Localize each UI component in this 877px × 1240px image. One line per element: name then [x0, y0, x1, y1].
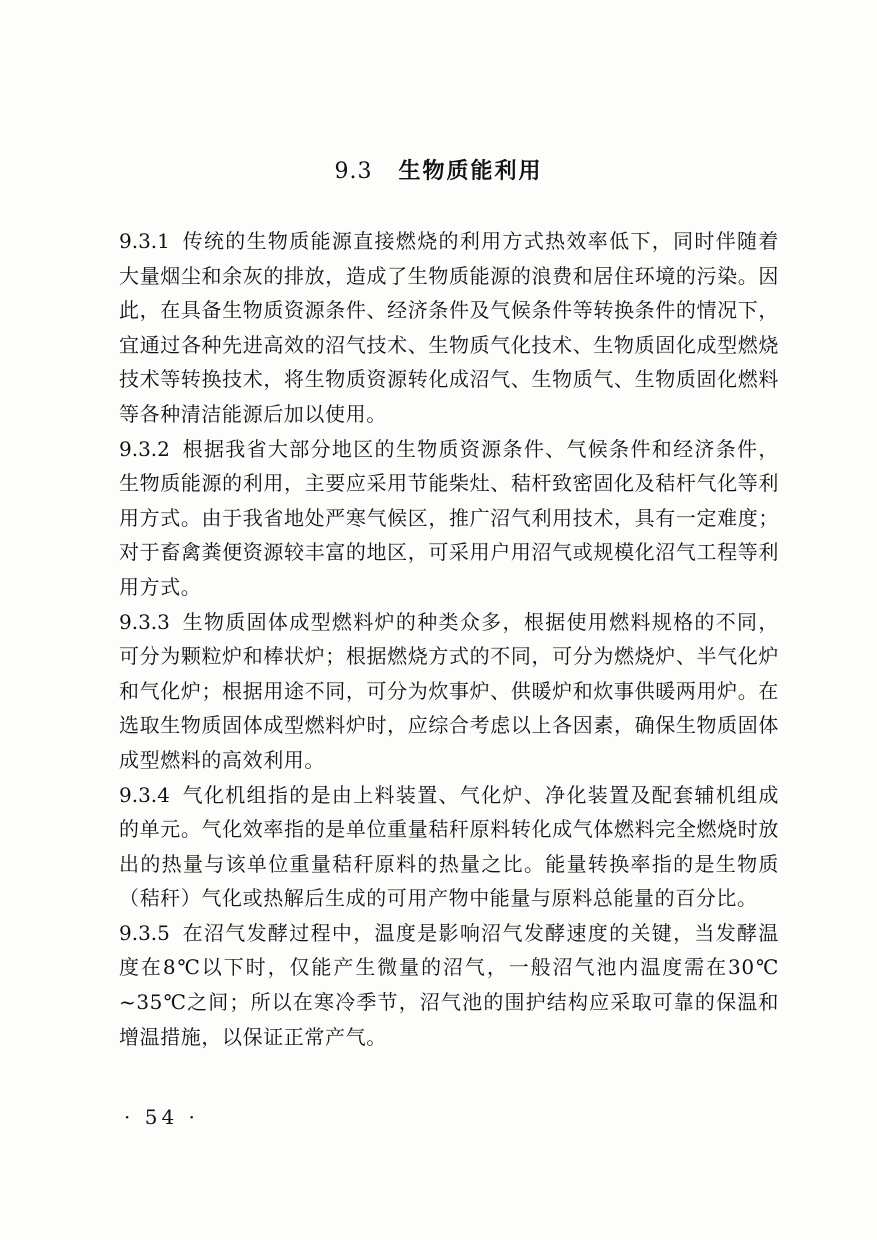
clause-9-3-1	[119, 224, 779, 432]
clause-text: 生物质固体成型燃料炉的种类众多，根据使用燃料规格的不同，可分为颗粒炉和棒状炉；根据燃烧方式的不同，可分为燃烧炉、半气化炉和气化炉；根据用途不同，可分为炊事炉、供暖炉和炊事供暖两用炉。在选取生物质固体成型燃料炉时，应综合考虑以上各因素，确保生物质固体成型燃料的高效利用。	[119, 609, 779, 772]
clause-number: 9.3.3	[119, 609, 170, 634]
section-heading	[0, 154, 877, 190]
clause-9-3-5	[119, 916, 779, 1054]
clause-text: 在沼气发酵过程中，温度是影响沼气发酵速度的关键，当发酵温度在8℃以下时，仅能产生微量的沼气，一般沼气池内温度需在30℃ ~35℃之间；所以在寒冷季节，沼气池的围护结构应采取可靠的保温和增温措施，以保证正常产气。	[119, 920, 779, 1049]
clause-number: 9.3.5	[119, 920, 170, 945]
section-number: 9.3	[334, 159, 373, 184]
clause-text: 气化机组指的是由上料装置、气化炉、净化装置及配套辅机组成的单元。气化效率指的是单位重量秸秆原料转化成气体燃料完全燃烧时放出的热量与该单位重量秸秆原料的热量之比。能量转换率指的是生物质（秸秆）气化或热解后生成的可用产物中能量与原料总能量的百分比。	[119, 782, 779, 911]
page-number: · 54 ·	[124, 1105, 199, 1129]
clause-text: 根据我省大部分地区的生物质资源条件、气候条件和经济条件，生物质能源的利用，主要应采用节能柴灶、秸杆致密固化及秸杆气化等利用方式。由于我省地处严寒气候区，推广沼气利用技术，具有一定难度；对于畜禽粪便资源较丰富的地区，可采用户用沼气或规模化沼气工程等利用方式。	[119, 436, 779, 599]
clause-9-3-4	[119, 778, 779, 916]
clause-9-3-3	[119, 605, 779, 778]
section-title: 生物质能利用	[398, 159, 543, 184]
section-body	[119, 224, 779, 1054]
clause-number: 9.3.4	[119, 782, 170, 807]
clause-9-3-2	[119, 432, 779, 605]
clause-number: 9.3.1	[119, 229, 170, 253]
clause-number: 9.3.2	[119, 436, 170, 461]
clause-text: 传统的生物质能源直接燃烧的利用方式热效率低下，同时伴随着大量烟尘和余灰的排放，造成了生物质能源的浪费和居住环境的污染。因此，在具备生物质资源条件、经济条件及气候条件等转换条件的情况下，宜通过各种先进高效的沼气技术、生物质气化技术、生物质固化成型燃烧技术等转换技术，将生物质资源转化成沼气、生物质气、生物质固化燃料等各种清洁能源后加以使用。	[119, 229, 779, 426]
